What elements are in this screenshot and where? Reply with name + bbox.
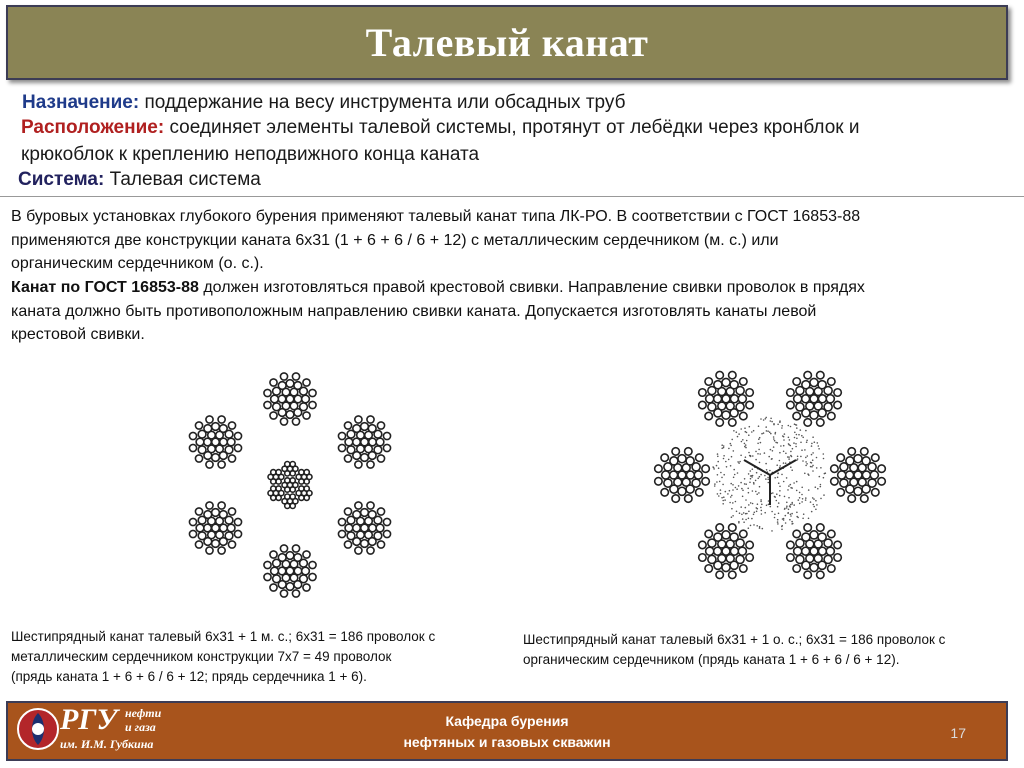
slide-number: 17 [950, 725, 966, 741]
paragraph-1-line-2: применяются две конструкции каната 6х31 (1 + 6 + 6 / 6 + 12) с металлическим сердечником (м. с.) или [11, 231, 779, 249]
left-caption [11, 627, 435, 687]
logo-subtitle: им. И.М. Губкина [60, 737, 154, 751]
title-bar [6, 5, 1008, 80]
system-line [18, 166, 261, 193]
left-caption-line-1: Шестипрядный канат талевый 6х31 + 1 м. с.; 6х31 = 186 проволок с [11, 629, 436, 644]
strand-3 [787, 524, 842, 579]
strand-4 [264, 545, 316, 597]
department-line-1: Кафедра бурения [445, 713, 569, 729]
left-caption-line-3: (прядь каната 1 + 6 + 6 / 6 + 12; прядь сердечника 1 + 6). [11, 669, 367, 684]
strand-5 [189, 502, 241, 554]
purpose-text: поддержание на весу инструмента или обсадных труб [139, 92, 626, 113]
paragraph-2-line-1: должен изготовляться правой крестовой свивки. Направление свивки проволок в прядях [198, 279, 865, 296]
location-text-2: крюкоблок к креплению неподвижного конца каната [21, 144, 480, 165]
metal-core [268, 461, 312, 508]
right-caption-line-2: органическим сердечником (прядь каната 1 + 6 + 6 / 6 + 12). [523, 652, 900, 667]
paragraph-1-line-3: органическим сердечником (о. с.). [11, 255, 264, 272]
department-line-2: нефтяных и газовых скважин [403, 734, 611, 750]
strand-1 [264, 373, 316, 425]
location-text: соединяет элементы талевой системы, протянут от лебёдки через кронблок и [164, 117, 860, 138]
paragraph-2-line-3: крестовой свивки. [11, 326, 145, 343]
strand-3 [338, 502, 390, 554]
location-line [21, 114, 859, 141]
divider [0, 196, 1024, 197]
logo-text: РГУ [60, 703, 118, 736]
right-caption [523, 630, 945, 670]
paragraph-1-line-1: В буровых установках глубокого бурения применяют талевый канат типа ЛК-РО. В соответствии с ГОСТ 16853-88 [11, 208, 861, 225]
organic-core [712, 417, 826, 532]
strand-6 [699, 371, 754, 426]
footer [6, 701, 1008, 761]
department-name [8, 711, 1006, 753]
paragraph-1 [11, 205, 996, 276]
location-line-2 [21, 141, 479, 168]
system-text: Талевая система [104, 169, 261, 190]
strand-5 [655, 448, 710, 503]
strand-6 [189, 416, 241, 468]
strand-1 [787, 371, 842, 426]
slide-title: Талевый канат [365, 20, 649, 65]
right-caption-line-1: Шестипрядный канат талевый 6х31 + 1 о. с.; 6х31 = 186 проволок с [523, 632, 946, 647]
rope-cross-section-organic-core [645, 345, 895, 610]
paragraph-2 [11, 276, 996, 347]
logo-side-2: и газа [125, 720, 156, 734]
strand-4 [699, 524, 754, 579]
rope-cross-section-metal-core [160, 355, 420, 615]
system-label: Система: [18, 169, 105, 190]
location-label: Расположение: [21, 117, 165, 138]
strand-2 [338, 416, 390, 468]
logo-side-1: нефти [125, 706, 162, 720]
purpose-label: Назначение: [22, 92, 140, 113]
gost-bold: Канат по ГОСТ 16853-88 [11, 279, 199, 296]
purpose-line [22, 89, 625, 116]
paragraph-2-line-2: каната должно быть противоположным направлению свивки каната. Допускается изготовлять канаты левой [11, 302, 817, 320]
strand-2 [831, 448, 886, 503]
left-caption-line-2: металлическим сердечником конструкции 7х7 = 49 проволок [11, 649, 392, 664]
